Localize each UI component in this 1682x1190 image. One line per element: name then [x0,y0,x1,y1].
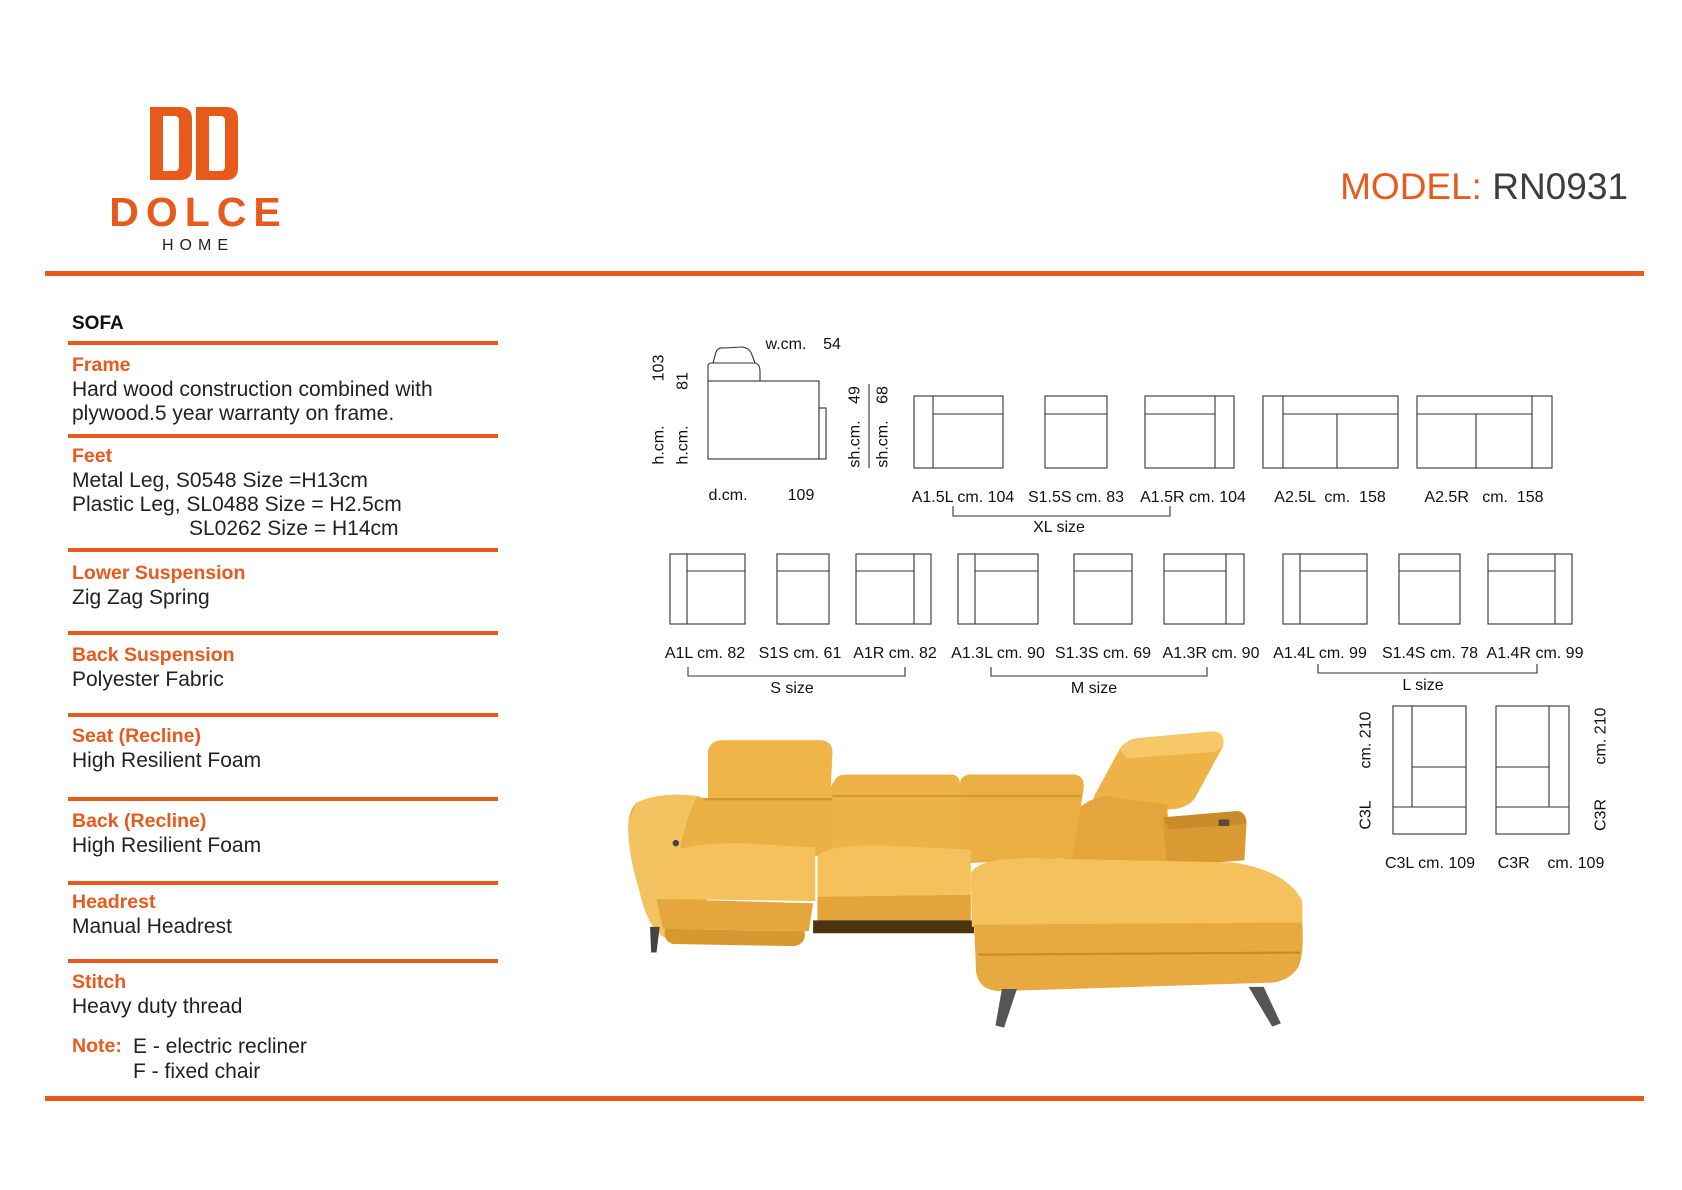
spec-title: Seat (Recline) [72,725,201,747]
profile-sh2-value: 68 [874,386,892,404]
size-group-label: S size [770,680,814,697]
m-size-bracket [991,667,1207,676]
module-label: A1.4L cm. 99 [1273,645,1367,662]
module-label: A2.5L cm. 158 [1274,489,1386,506]
profile-h1-label: h.cm. [650,425,668,465]
chaise-right-code: C3R [1592,798,1610,832]
spec-text: High Resilient Foam [72,749,262,772]
profile-w-value: 54 [823,336,841,353]
sofa-photo [628,732,1302,1028]
module-label: A1R cm. 82 [853,645,937,662]
module-a1-3r [1164,554,1244,624]
spec-title: Back (Recline) [72,810,207,832]
module-label: S1.3S cm. 69 [1054,645,1152,662]
profile-body [708,381,819,459]
profile-arm [819,408,826,459]
sofa-chaise-front [974,923,1303,992]
profile-d-label: d.cm. [708,487,748,504]
spec-text: Heavy duty thread [72,995,243,1018]
sofa-recline-button [673,840,679,846]
sofa-corner-backrest [960,774,1084,863]
module-a1r [856,554,931,624]
spec-text: SL0262 Size = H14cm [189,517,399,540]
module-s1-5s [1045,396,1107,468]
profile-h1-value: 103 [650,354,668,382]
module-label: C3L cm. 109 [1384,855,1476,872]
module-a1-5r [1145,396,1234,468]
profile-upper-back [708,363,760,381]
module-label: S1S cm. 61 [758,645,842,662]
sofa-middle-seat-front [817,895,970,923]
model-code: RN0931 [1492,166,1628,207]
module-label: A1L cm. 82 [664,645,746,662]
module-a2-5l [1263,396,1398,468]
profile-w-label: w.cm. [765,336,807,353]
profile-sh2-label: sh.cm. [874,420,892,468]
profile-h2-value: 81 [674,372,692,390]
module-s1-4s [1399,554,1460,624]
xl-module-row [912,396,1552,536]
module-c3l [1393,706,1466,834]
sofa-leg [995,989,1016,1028]
sofa-left-headrest [708,740,833,799]
l-size-bracket [1318,664,1537,673]
module-label: S1.5S cm. 83 [1027,489,1125,506]
chaise-right-depth: cm. 210 [1592,707,1610,765]
note-text: E - electric recliner [133,1035,307,1058]
note-label: Note: [72,1035,122,1057]
chaise-left-code: C3L [1357,800,1375,830]
spec-title: Headrest [72,891,156,913]
chaise-left-depth: cm. 210 [1357,711,1375,769]
spec-text: High Resilient Foam [72,834,262,857]
sofa-leg [1249,987,1281,1027]
module-a1-3l [958,554,1038,624]
module-a1-5l [914,396,1003,468]
module-label: A1.3L cm. 90 [951,645,1045,662]
module-label: A1.5L cm. 104 [911,489,1015,506]
spec-title: Stitch [72,971,127,993]
spec-text: Zig Zag Spring [72,586,210,609]
module-label: C3R cm. 109 [1497,855,1605,872]
module-a1l [670,554,745,624]
spec-text: Polyester Fabric [72,668,224,691]
sofa-left-seat [661,843,815,901]
module-a1-4r [1488,554,1572,624]
spec-title: Back Suspension [72,644,235,666]
profile-d-value: 109 [787,487,815,504]
profile-headrest [713,347,755,363]
xl-size-bracket [953,506,1170,516]
sofa-left-footrest-lower [665,929,805,946]
spec-text: Hard wood construction combined with [72,378,433,401]
brand-tagline: HOME [162,237,234,254]
brand-name: DOLCE [109,189,288,235]
model-label: MODEL: [1340,166,1482,207]
spec-text: Manual Headrest [72,915,232,938]
standard-module-row [665,554,1584,697]
profile-h2-label: h.cm. [674,425,692,465]
product-category: SOFA [72,313,124,334]
sofa-console-button [1219,820,1230,826]
spec-title: Frame [72,354,131,376]
sofa-middle-backrest [826,774,960,858]
size-group-label: XL size [1033,519,1085,536]
note-text: F - fixed chair [133,1060,261,1083]
chaise-modules [1358,706,1610,872]
module-label: A1.3R cm. 90 [1162,645,1260,662]
size-group-label: L size [1402,677,1444,694]
module-c3r [1496,706,1569,834]
sofa-leg [650,927,660,953]
module-label: A1.4R cm. 99 [1486,645,1584,662]
spec-title: Feet [72,445,113,467]
spec-text: Metal Leg, S0548 Size =H13cm [72,469,368,492]
module-s1s [777,554,829,624]
spec-text: plywood.5 year warranty on frame. [72,402,395,425]
module-label: S1.4S cm. 78 [1381,645,1479,662]
spec-text: Plastic Leg, SL0488 Size = H2.5cm [72,493,402,516]
size-group-label: M size [1070,680,1118,697]
sofa-base-shadow [813,920,974,933]
profile-diagram [651,336,892,504]
profile-sh1-value: 49 [846,386,864,404]
module-a1-4l [1283,554,1367,624]
sofa-middle-seat [817,845,970,896]
s-size-bracket [688,667,905,676]
module-label: A2.5R cm. 158 [1424,489,1544,506]
profile-sh1-label: sh.cm. [846,420,864,468]
spec-title: Lower Suspension [72,562,246,584]
module-a2-5r [1417,396,1552,468]
sofa-chaise-top [971,858,1302,927]
sofa-left-footrest [656,899,813,931]
module-s1-3s [1074,554,1132,624]
module-label: A1.5R cm. 104 [1140,489,1246,506]
